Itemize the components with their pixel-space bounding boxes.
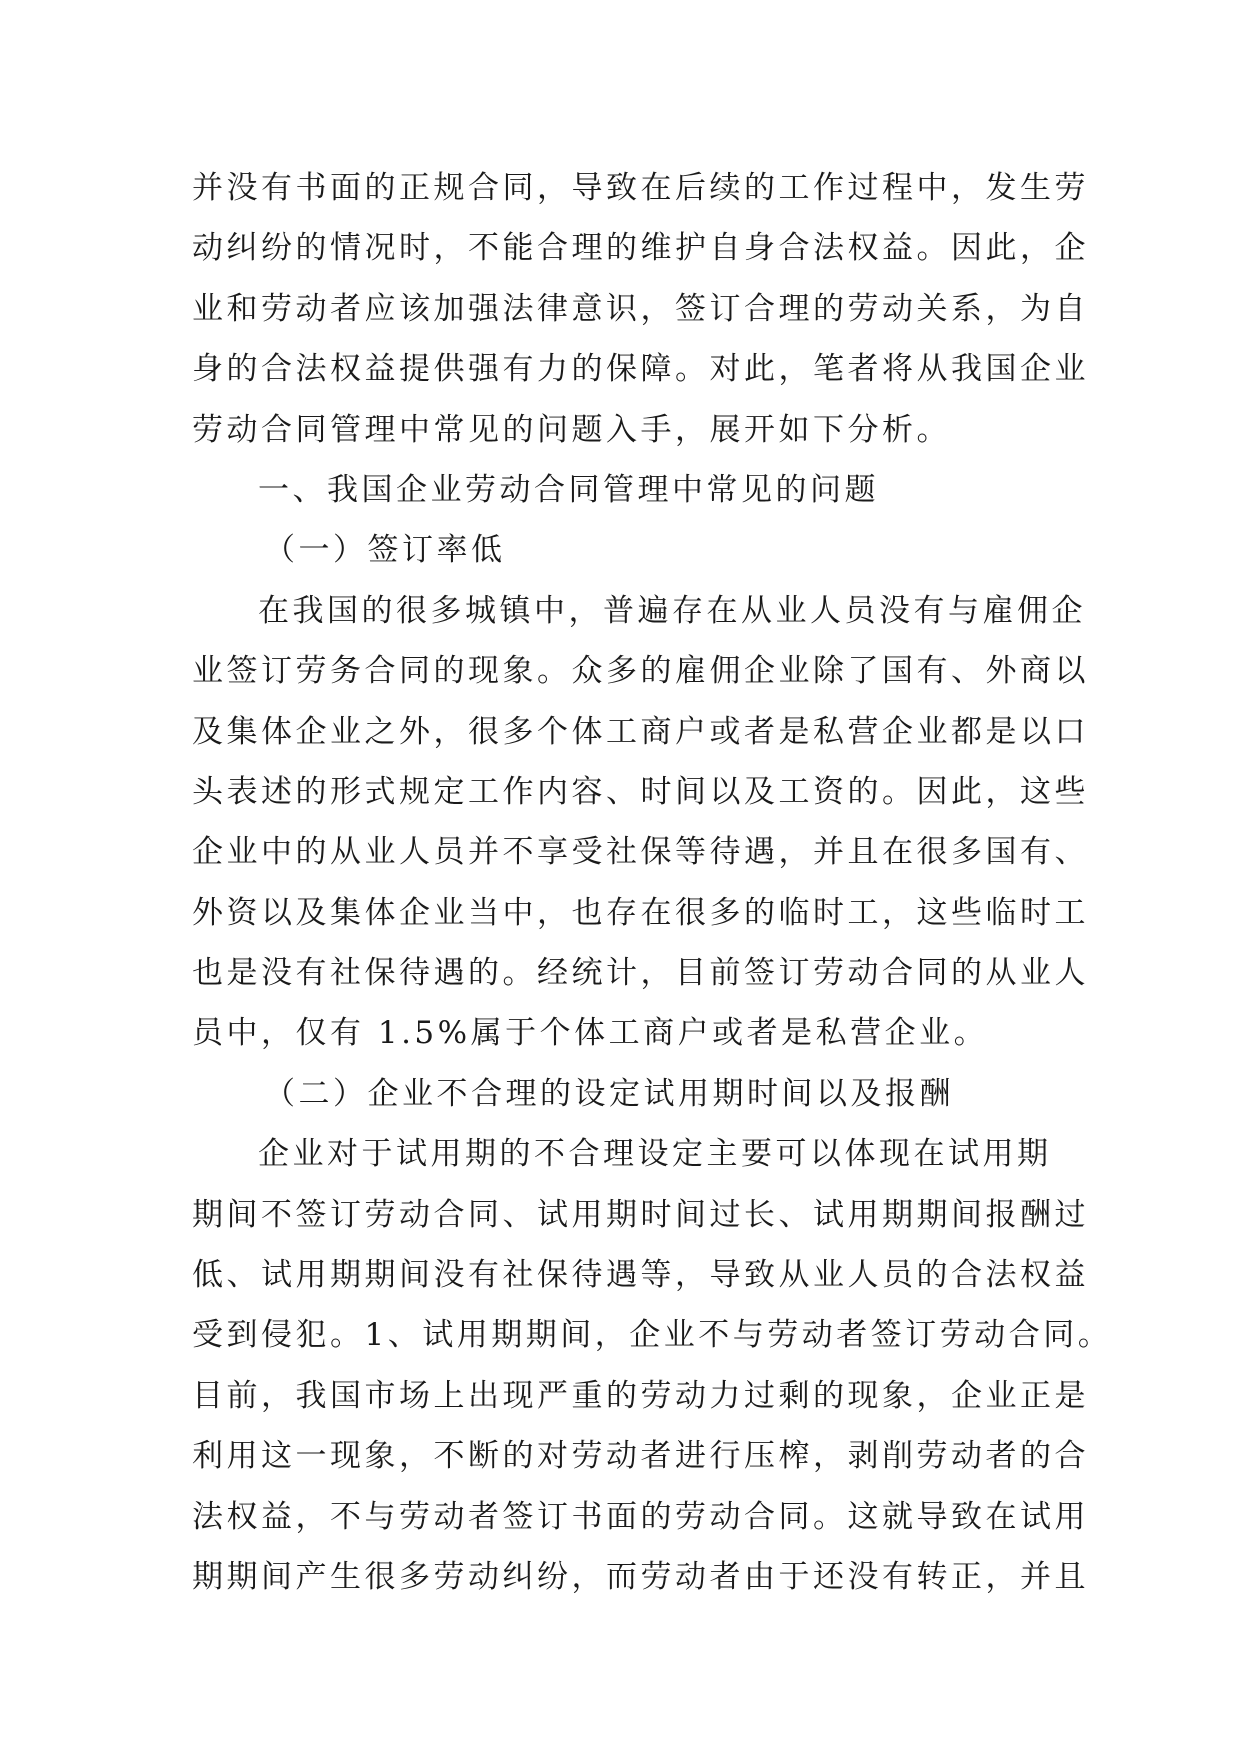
- paragraph-line: 期期间产生很多劳动纠纷，而劳动者由于还没有转正，并且: [192, 1558, 1089, 1595]
- subsection-heading: （二）企业不合理的设定试用期时间以及报酬: [264, 1075, 954, 1112]
- paragraph-line: 企业中的从业人员并不享受社保等待遇，并且在很多国有、: [192, 834, 1089, 871]
- paragraph-line: 期间不签订劳动合同、试用期时间过长、试用期期间报酬过: [192, 1196, 1089, 1233]
- paragraph-line: 动纠纷的情况时，不能合理的维护自身合法权益。因此，企: [192, 230, 1089, 267]
- paragraph-line: 业签订劳务合同的现象。众多的雇佣企业除了国有、外商以: [192, 653, 1089, 690]
- paragraph-line: 头表述的形式规定工作内容、时间以及工资的。因此，这些: [192, 773, 1089, 810]
- paragraph-line: 目前，我国市场上出现严重的劳动力过剩的现象，企业正是: [192, 1377, 1089, 1414]
- subsection-heading: （一）签订率低: [264, 532, 506, 569]
- document-body: [192, 158, 1113, 1607]
- paragraph-line: 身的合法权益提供强有力的保障。对此，笔者将从我国企业: [192, 351, 1089, 388]
- paragraph-line: 企业对于试用期的不合理设定主要可以体现在试用期: [258, 1136, 1052, 1173]
- paragraph-line: 法权益，不与劳动者签订书面的劳动合同。这就导致在试用: [192, 1498, 1089, 1535]
- paragraph-line: 业和劳动者应该加强法律意识，签订合理的劳动关系，为自: [192, 290, 1089, 327]
- paragraph-line: 受到侵犯。1、试用期期间，企业不与劳动者签订劳动合同。: [192, 1317, 1113, 1354]
- paragraph-line: 也是没有社保待遇的。经统计，目前签订劳动合同的从业人: [192, 955, 1089, 992]
- paragraph-line: 及集体企业之外，很多个体工商户或者是私营企业都是以口: [192, 713, 1089, 750]
- paragraph-line: 劳动合同管理中常见的问题入手，展开如下分析。: [192, 411, 951, 448]
- paragraph-line: 在我国的很多城镇中，普遍存在从业人员没有与雇佣企: [258, 592, 1086, 629]
- paragraph-line: 低、试用期期间没有社保待遇等，导致从业人员的合法权益: [192, 1257, 1089, 1294]
- section-heading: 一、我国企业劳动合同管理中常见的问题: [258, 471, 879, 508]
- paragraph-line: 利用这一现象，不断的对劳动者进行压榨，剥削劳动者的合: [192, 1438, 1089, 1475]
- paragraph-line: 员中，仅有 1.5%属于个体工商户或者是私营企业。: [192, 1015, 989, 1052]
- paragraph-line: 并没有书面的正规合同，导致在后续的工作过程中，发生劳: [192, 170, 1089, 206]
- paragraph-line: 外资以及集体企业当中，也存在很多的临时工，这些临时工: [192, 894, 1089, 931]
